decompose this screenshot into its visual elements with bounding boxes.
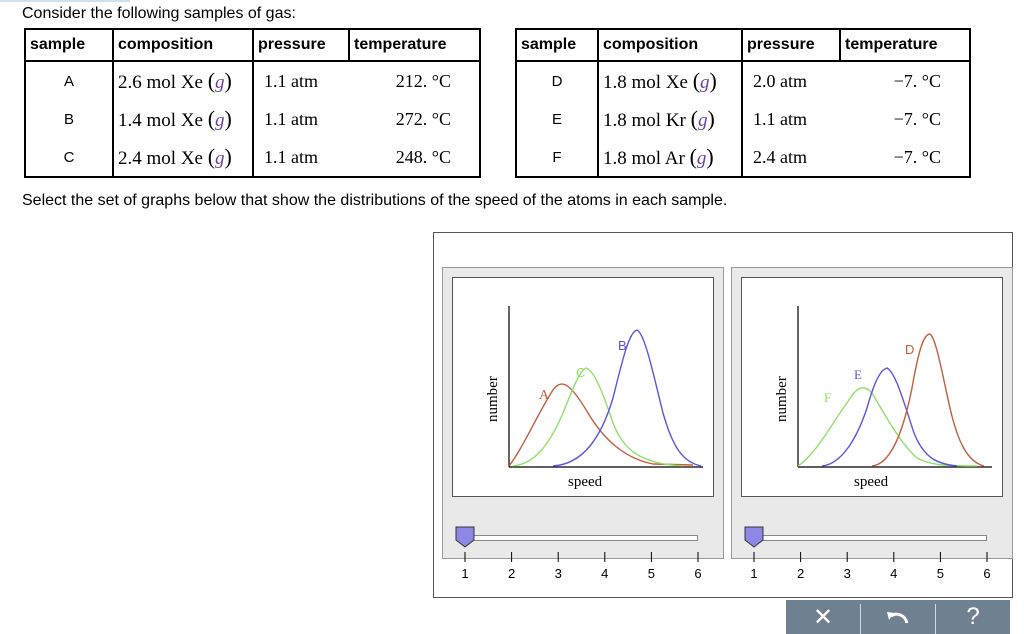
table-header-row [25,29,480,61]
distribution-graph [741,277,1003,497]
curve-label-F: F [824,390,832,405]
slider-tick-label: 4 [601,566,609,581]
slider-track[interactable] [468,535,698,541]
state-symbol: g [697,110,708,131]
pressure-cell: 1.1 atm [264,108,318,129]
close-icon: ✕ [812,603,834,631]
slider-tick-label: 5 [647,566,656,581]
table-row [516,138,970,177]
gas-formula: Xe [180,72,203,93]
slider-ticks [443,550,723,590]
gas-formula: Ar [664,148,685,169]
gas-formula: Xe [180,110,203,131]
composition-cell: 1.8 mol Kr (g) [598,100,742,138]
header-pressure: pressure [253,29,349,61]
curve-label-A: A [539,388,550,403]
amount: 2.4 mol [118,148,177,169]
slider-tick-label: 5 [936,566,945,581]
y-axis-label: number [485,376,501,422]
answer-toolbar [786,600,1010,634]
state-symbol: g [215,148,225,169]
graph-svg [742,278,1004,498]
answer-area [433,232,1013,598]
x-axis-label: speed [854,474,889,490]
x-axis-label: speed [568,474,603,490]
pressure-cell: 1.1 atm [753,108,807,129]
slider-tick-label: 6 [694,566,702,581]
header-composition: composition [598,29,742,61]
amount: 1.8 mol [603,110,662,131]
table-row [25,138,480,177]
sample-cell: B [63,110,74,128]
temperature-cell: 272. °C [395,108,451,129]
composition-cell: 1.8 mol Xe (g) [598,61,742,100]
composition-cell: 2.4 mol Xe (g) [113,138,253,177]
sample-cell: A [63,72,74,90]
table-row [516,61,970,100]
state-symbol: g [696,148,707,169]
header-pressure: pressure [742,29,840,61]
curve-C [513,368,683,466]
curve-D [872,334,984,466]
slider-tick-label: 1 [461,566,469,581]
slider-tick-label: 6 [983,566,991,581]
slider-ticks [732,550,1012,590]
sample-cell: D [551,72,563,90]
amount: 1.8 mol [603,148,662,169]
state-symbol: g [215,110,225,131]
temperature-cell: −7. °C [893,108,941,129]
sample-cell: C [63,148,75,166]
amount: 1.4 mol [118,110,177,131]
slider-tick-label: 3 [554,566,562,581]
table-row [516,100,970,138]
gas-formula: Xe [180,148,203,169]
header-sample: sample [516,29,598,61]
amount: 1.8 mol [603,72,662,93]
header-sample: sample [25,29,113,61]
samples-table-right [515,28,971,178]
temperature-cell: −7. °C [893,146,941,167]
sample-cell: E [551,110,562,128]
slider-thumb[interactable] [455,526,475,548]
curve-label-D: D [905,342,915,357]
curve-E [822,368,957,466]
samples-table-left [24,28,481,178]
help-button[interactable] [936,600,1010,634]
slider-thumb[interactable] [744,526,764,548]
state-symbol: g [215,72,225,93]
graph-option-1[interactable] [442,267,724,581]
graph-svg [453,278,715,498]
pressure-cell: 2.4 atm [753,146,807,167]
header-temperature: temperature [349,29,480,61]
slider-tick-label: 2 [507,566,516,581]
pressure-cell: 1.1 atm [264,70,318,91]
composition-cell: 1.4 mol Xe (g) [113,100,253,138]
slider-tick-label: 2 [796,566,805,581]
table-row [25,100,480,138]
instruction-text: Select the set of graphs below that show the distributions of the speed of the atoms in each sample. [22,192,728,209]
slider-tick-label: 4 [890,566,898,581]
composition-cell: 1.8 mol Ar (g) [598,138,742,177]
pressure-cell: 2.0 atm [753,70,807,91]
pressure-cell: 1.1 atm [264,146,318,167]
slider-tick-label: 1 [750,566,758,581]
table-body [25,61,480,177]
table-body [516,61,970,177]
y-axis-label: number [774,376,790,422]
undo-icon [885,608,911,626]
curve-label-E: E [854,367,862,382]
undo-button[interactable] [861,600,935,634]
clear-button[interactable] [786,600,860,634]
header-temperature: temperature [840,29,970,61]
temperature-cell: −7. °C [893,70,941,91]
top-accent-line [0,0,130,2]
sample-cell: F [552,148,562,166]
header-composition: composition [113,29,253,61]
table-row [25,61,480,100]
distribution-graph [452,277,714,497]
temperature-cell: 248. °C [395,146,451,167]
composition-cell: 2.6 mol Xe (g) [113,61,253,100]
help-icon: ? [966,603,980,630]
gas-formula: Kr [665,110,686,131]
curve-label-B: B [618,338,627,353]
slider-track[interactable] [757,535,987,541]
table-header-row [516,29,970,61]
intro-text: Consider the following samples of gas: [22,5,296,22]
graph-option-2[interactable] [731,267,1013,581]
temperature-cell: 212. °C [395,70,451,91]
curve-label-C: C [576,365,586,380]
amount: 2.6 mol [118,72,177,93]
slider-tick-label: 3 [843,566,851,581]
gas-formula: Xe [665,72,688,93]
state-symbol: g [700,72,710,93]
curve-A [509,384,693,466]
